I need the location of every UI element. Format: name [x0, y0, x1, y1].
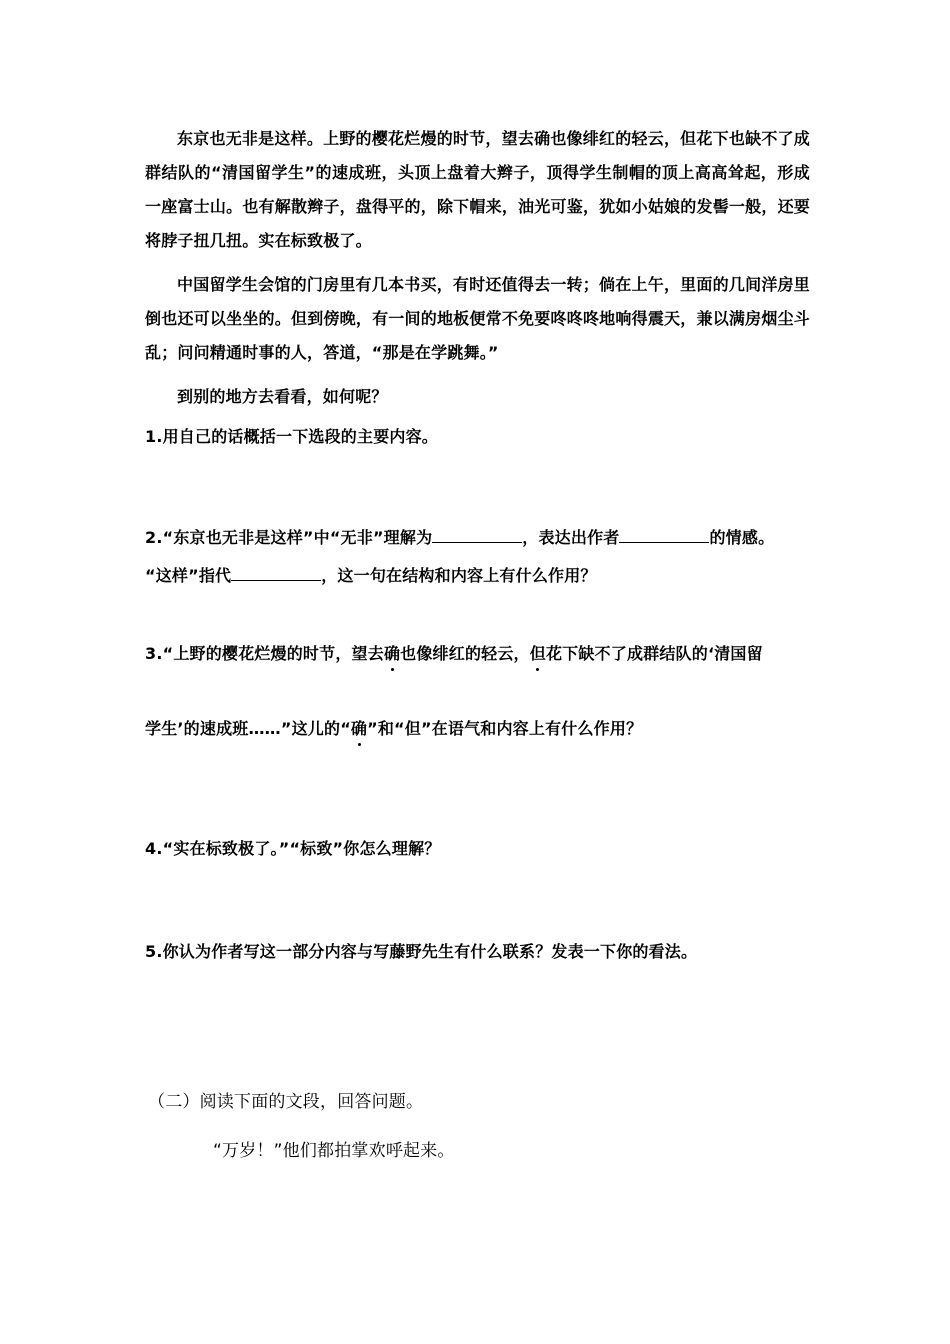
question-3-line-2: [145, 716, 642, 739]
question-2-text-a: 2.“东京也无非是这样”中“无非”理解为: [145, 528, 433, 547]
emphasis-char-que: 确: [350, 719, 368, 738]
answer-blank[interactable]: [619, 528, 709, 543]
question-2-line-2: [145, 563, 597, 586]
question-2-text-b: ，表达出作者: [522, 528, 620, 547]
answer-blank[interactable]: [432, 528, 522, 543]
question-3-text-b: 也像绯红的轻云，: [400, 644, 530, 663]
question-3-text-e: ”和“但”在语气和内容上有什么作用？: [367, 719, 643, 738]
question-2-text-c: 的情感。: [709, 528, 775, 547]
passage-paragraph-2: 中国留学生会馆的门房里有几本书买，有时还值得去一转；倘在上午，里面的几间洋房里倒也还可以坐坐的。但到傍晚，有一间的地板便常不免要咚咚咚地响得震天，兼以满房烟尘斗乱；问问精通时事的人，答道，“那是在学跳舞。”: [145, 275, 810, 362]
question-2-text-d: “这样”指代: [145, 566, 232, 585]
emphasis-char-dan: 但: [529, 644, 546, 663]
passage-paragraph-1: 东京也无非是这样。上野的樱花烂熳的时节，望去确也像绯红的轻云，但花下也缺不了成群结队的“清国留学生”的速成班，头顶上盘着大辫子，顶得学生制帽的顶上高高耸起，形成一座富士山。也有解散辫子，盘得平的，除下帽来，油光可鉴，犹如小姑娘的发髻一般，还要将脖子扭几扭。实在标致极了。: [145, 129, 810, 250]
question-4: 4.“实在标致极了。”“标致”你怎么理解？: [145, 839, 441, 858]
question-3-text-d: 学生’的速成班……”这儿的“: [145, 719, 351, 738]
passage-paragraph-3: 到别的地方去看看，如何呢？: [177, 387, 388, 406]
question-3-line-1: [145, 641, 763, 664]
answer-blank[interactable]: [231, 566, 321, 581]
question-2-text-e: ，这一句在结构和内容上有什么作用？: [321, 566, 597, 585]
question-2-line-1: [145, 525, 774, 548]
question-3-text-a: 3.“上野的樱花烂熳的时节，望去: [145, 644, 384, 663]
question-1: 1.用自己的话概括一下选段的主要内容。: [145, 427, 439, 446]
question-3-text-c: 花下缺不了成群结队的‘清国留: [545, 644, 763, 663]
question-5: 5.你认为作者写这一部分内容与写藤野先生有什么联系？发表一下你的看法。: [145, 942, 698, 961]
section-2-heading: （二）阅读下面的文段，回答问题。: [148, 1092, 424, 1112]
section-2-line-1: “万岁！”他们都拍掌欢呼起来。: [213, 1141, 455, 1161]
emphasis-char-que: 确: [383, 644, 401, 663]
